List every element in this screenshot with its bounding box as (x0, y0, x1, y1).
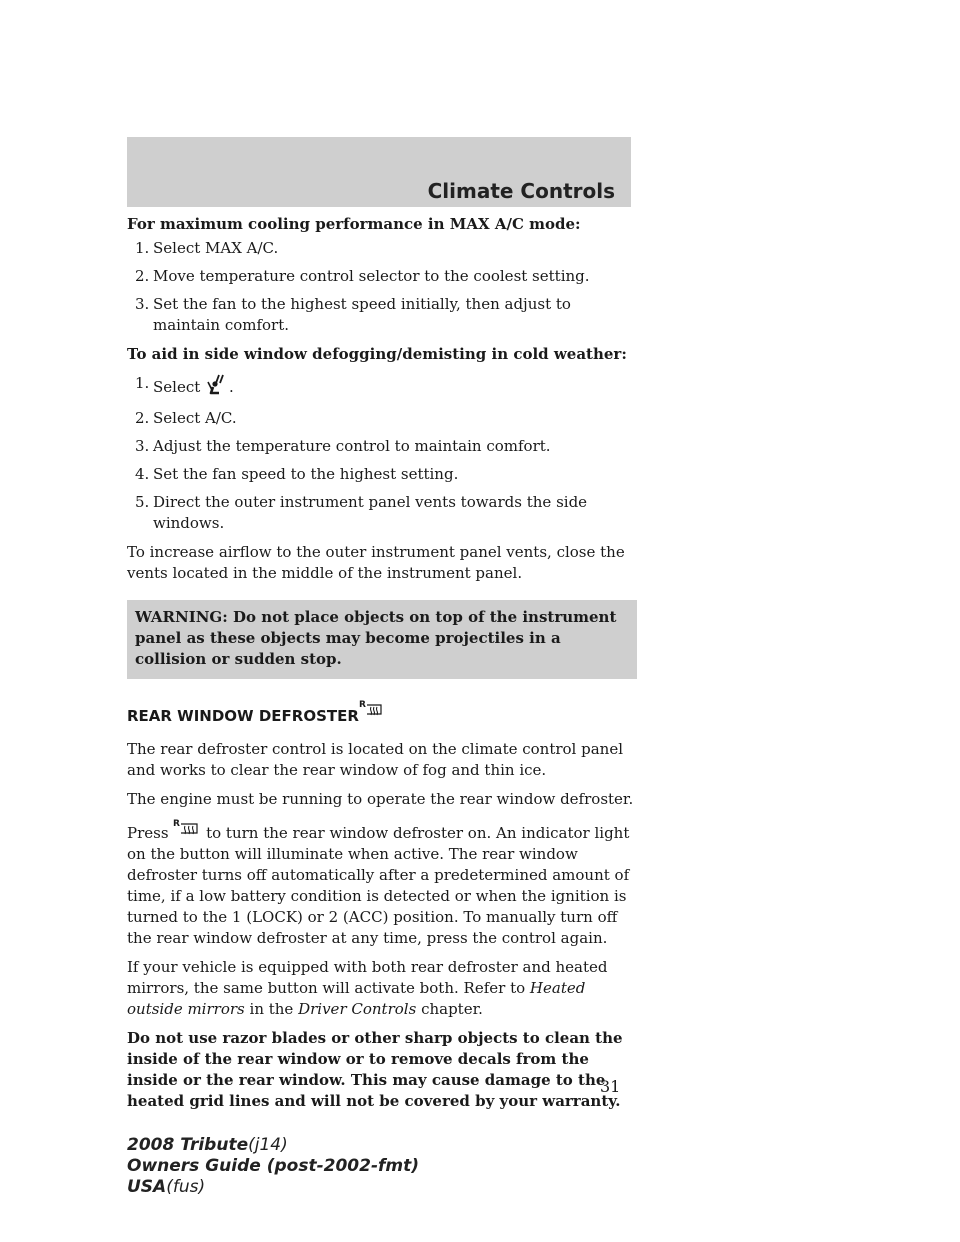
warning-text: WARNING: Do not place objects on top of the instrument panel as these objects may become projectiles in a collision or sudden stop. (135, 608, 617, 668)
list-item: 5. Direct the outer instrument panel vents towards the side windows. (135, 493, 588, 532)
list-item: 3. Set the fan to the highest speed initially, then adjust to maintain comfort. (135, 295, 571, 334)
list-item: 2. Select A/C. (135, 409, 237, 427)
rear-defroster-caution: Do not use razor blades or other sharp objects to clean the inside of the rear window or to remove decals from the inside or the rear window. This may cause damage to the heated grid lines and will not be covered by your warranty. (127, 1029, 623, 1110)
side-window-steps (127, 373, 637, 534)
svg-text:R: R (173, 819, 181, 829)
warning-box (127, 600, 637, 679)
rear-defrost-icon (359, 699, 383, 723)
rear-defroster-heading: REAR WINDOW DEFROSTER R (127, 699, 637, 727)
reference-heated-mirrors: Heated outside mirrors (127, 979, 586, 1018)
section-title: Climate Controls (427, 179, 615, 203)
rear-defroster-p2: The engine must be running to operate the rear window defroster. (127, 790, 634, 808)
footer (127, 1135, 419, 1198)
rear-defroster-p1: The rear defroster control is located on the climate control panel and works to clear the rear window of fog and thin ice. (127, 740, 624, 779)
footer-line-2: Owners Guide (post-2002-fmt) (127, 1156, 420, 1176)
list-item: 1. Select MAX A/C. (135, 239, 279, 257)
list-item: 1. Select . (127, 373, 637, 401)
side-window-intro: To aid in side window defogging/demisting in cold weather: (127, 345, 627, 363)
svg-text:R: R (358, 700, 366, 710)
rear-defroster-p4: If your vehicle is equipped with both rear defroster and heated mirrors, the same button will activate both. Refer to Heated outside mirrors in the Driver Controls chapter. (127, 958, 608, 1018)
list-item: 2. Move temperature control selector to the coolest setting. (135, 267, 590, 285)
floor-defrost-icon (205, 373, 229, 401)
footer-line-3: USA(fus) (127, 1177, 206, 1197)
max-ac-steps (127, 238, 637, 336)
airflow-note: To increase airflow to the outer instrument panel vents, close the vents located in the middle of the instrument panel. (127, 543, 625, 582)
list-item: 4. Set the fan speed to the highest setting. (135, 465, 459, 483)
rear-defrost-icon (173, 818, 201, 842)
reference-driver-controls: Driver Controls (298, 1000, 417, 1018)
header-band (127, 137, 631, 207)
list-item: 3. Adjust the temperature control to maintain comfort. (135, 437, 551, 455)
page-number: 31 (600, 1077, 621, 1096)
max-ac-intro: For maximum cooling performance in MAX A/C mode: (127, 215, 581, 233)
rear-defroster-p3: Press R to turn the rear window defroster on. An indicator light on the button will illuminate when active. The rear window defroster turns off automatically after a predetermined amount of time, if a low battery condition is detected or when the ignition is turned to the 1 (LOCK) or 2 (ACC) position. To manually turn off the rear window defroster at any time, press the control again. (127, 819, 630, 947)
footer-line-1: 2008 Tribute(j14) (127, 1135, 288, 1155)
page-content (127, 214, 637, 1120)
